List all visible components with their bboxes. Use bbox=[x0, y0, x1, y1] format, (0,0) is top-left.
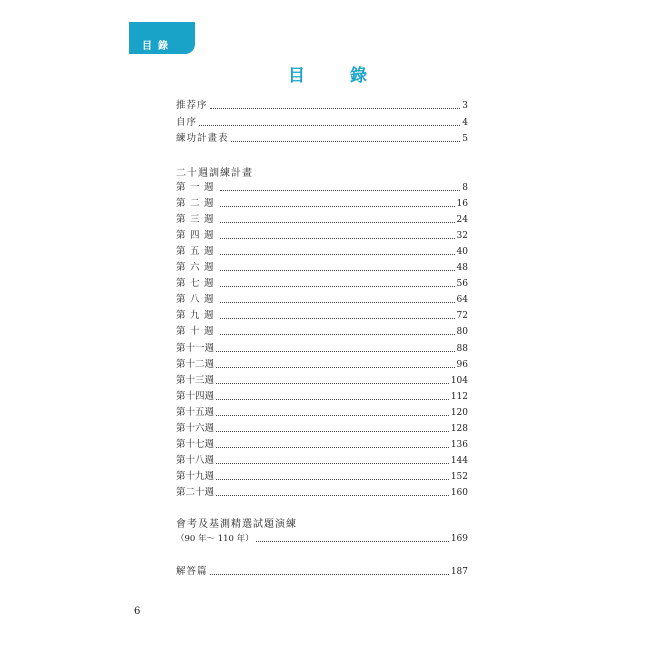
page-number: 6 bbox=[134, 606, 141, 617]
toc-entry-page: 152 bbox=[450, 471, 468, 482]
toc-entry-page: 96 bbox=[456, 359, 468, 370]
toc-entry-page: 88 bbox=[456, 343, 468, 354]
toc-entry-answers[interactable] bbox=[176, 564, 468, 578]
toc-entry-label: 自序 bbox=[176, 117, 198, 128]
leader-dots bbox=[216, 351, 455, 352]
toc-entry-label: 第三週 bbox=[176, 214, 219, 226]
toc-entry-page: 80 bbox=[456, 327, 468, 338]
toc-entry-page: 3 bbox=[462, 101, 468, 111]
toc-entry-week[interactable] bbox=[176, 373, 468, 387]
toc-entry-page: 120 bbox=[450, 407, 468, 418]
toc-entry-week[interactable] bbox=[176, 389, 468, 403]
toc-entry-week[interactable] bbox=[176, 196, 468, 210]
toc-entry-week[interactable] bbox=[176, 228, 468, 242]
toc-entry-week[interactable] bbox=[176, 276, 468, 290]
toc-entry-label: 第十五週 bbox=[176, 406, 215, 418]
toc-entry-label: （90 年～ 110 年） bbox=[176, 534, 254, 544]
leader-dots bbox=[220, 318, 455, 319]
leader-dots bbox=[216, 479, 449, 480]
toc-entry-page: 5 bbox=[462, 134, 468, 144]
leader-dots bbox=[216, 495, 449, 496]
toc-entry-label: 第十七週 bbox=[176, 438, 215, 450]
toc-entry-exam-practice[interactable] bbox=[176, 531, 468, 545]
leader-dots bbox=[231, 141, 461, 142]
leader-dots bbox=[220, 286, 455, 287]
toc-entry-page: 16 bbox=[456, 199, 468, 210]
section-heading-weeks: 二十週訓練計畫 bbox=[176, 168, 253, 179]
leader-dots bbox=[216, 383, 449, 384]
toc-entry-label: 第四週 bbox=[176, 230, 219, 242]
toc-entry-label: 第十九週 bbox=[176, 470, 215, 482]
leader-dots bbox=[216, 447, 449, 448]
toc-entry-page: 136 bbox=[450, 439, 468, 450]
toc-entry-label: 第十四週 bbox=[176, 390, 215, 402]
toc-entry-label: 第十週 bbox=[176, 326, 219, 338]
leader-dots bbox=[199, 125, 460, 126]
chapter-tab-label: 目錄 bbox=[142, 40, 174, 52]
toc-entry-week[interactable] bbox=[176, 292, 468, 306]
toc-entry-page: 24 bbox=[456, 215, 468, 226]
toc-entry-author-preface[interactable] bbox=[176, 115, 468, 129]
toc-entry-label: 第五週 bbox=[176, 246, 219, 258]
toc-entry-week[interactable] bbox=[176, 485, 468, 499]
leader-dots bbox=[210, 574, 449, 575]
leader-dots bbox=[220, 302, 455, 303]
toc-entry-page: 8 bbox=[462, 183, 468, 193]
toc-entry-label: 第八週 bbox=[176, 294, 219, 306]
toc-entry-label: 第一週 bbox=[176, 182, 219, 193]
leader-dots bbox=[256, 541, 449, 542]
toc-entry-label: 第十二週 bbox=[176, 358, 215, 370]
toc-entry-label: 第十八週 bbox=[176, 454, 215, 466]
toc-entry-page: 32 bbox=[456, 231, 468, 242]
page-title: 目 錄 bbox=[288, 66, 381, 86]
toc-entry-week[interactable] bbox=[176, 453, 468, 467]
toc-entry-label: 第六週 bbox=[176, 262, 219, 274]
toc-entry-label: 第七週 bbox=[176, 278, 219, 290]
leader-dots bbox=[220, 190, 460, 191]
toc-entry-recommendation-preface[interactable] bbox=[176, 98, 468, 112]
toc-entry-label: 第二十週 bbox=[176, 486, 215, 498]
toc-entry-page: 144 bbox=[450, 455, 468, 466]
section-heading-exam: 會考及基測精選試題演練 bbox=[176, 519, 297, 530]
toc-entry-label: 第二週 bbox=[176, 198, 219, 210]
toc-entry-week[interactable] bbox=[176, 405, 468, 419]
toc-entry-page: 40 bbox=[456, 247, 468, 258]
toc-entry-page: 104 bbox=[450, 375, 468, 386]
toc-entry-label: 推荐序 bbox=[176, 100, 208, 111]
toc-entry-label: 練功計畫表 bbox=[176, 133, 229, 144]
toc-entry-page: 160 bbox=[450, 487, 468, 498]
leader-dots bbox=[220, 254, 455, 255]
leader-dots bbox=[210, 108, 461, 109]
toc-entry-label: 第十三週 bbox=[176, 374, 215, 386]
toc-entry-label: 第九週 bbox=[176, 310, 219, 322]
leader-dots bbox=[220, 270, 455, 271]
toc-entry-page: 4 bbox=[462, 118, 468, 128]
leader-dots bbox=[220, 334, 455, 335]
leader-dots bbox=[220, 222, 455, 223]
toc-entry-week[interactable] bbox=[176, 421, 468, 435]
toc-entry-week[interactable] bbox=[176, 180, 468, 194]
toc-entry-label: 解答篇 bbox=[176, 566, 208, 577]
toc-entry-page: 128 bbox=[450, 423, 468, 434]
toc-entry-week[interactable] bbox=[176, 260, 468, 274]
toc-entry-page: 56 bbox=[456, 279, 468, 290]
leader-dots bbox=[216, 399, 449, 400]
leader-dots bbox=[216, 431, 449, 432]
toc-entry-label: 第十一週 bbox=[176, 342, 215, 354]
leader-dots bbox=[216, 463, 449, 464]
toc-entry-training-schedule[interactable] bbox=[176, 131, 468, 145]
toc-entry-week[interactable] bbox=[176, 469, 468, 483]
toc-entry-week[interactable] bbox=[176, 341, 468, 355]
toc-entry-week[interactable] bbox=[176, 357, 468, 371]
leader-dots bbox=[216, 415, 449, 416]
leader-dots bbox=[220, 206, 455, 207]
toc-entry-page: 48 bbox=[456, 263, 468, 274]
toc-entry-page: 112 bbox=[450, 391, 468, 402]
toc-entry-page: 169 bbox=[450, 534, 468, 544]
toc-entry-week[interactable] bbox=[176, 437, 468, 451]
toc-entry-page: 64 bbox=[456, 295, 468, 306]
toc-entry-week[interactable] bbox=[176, 212, 468, 226]
leader-dots bbox=[220, 238, 455, 239]
toc-entry-week[interactable] bbox=[176, 324, 468, 338]
toc-entry-week[interactable] bbox=[176, 244, 468, 258]
chapter-tab bbox=[129, 22, 195, 54]
leader-dots bbox=[216, 367, 455, 368]
toc-entry-page: 72 bbox=[456, 311, 468, 322]
toc-entry-page: 187 bbox=[450, 567, 468, 577]
toc-entry-label: 第十六週 bbox=[176, 422, 215, 434]
toc-entry-week[interactable] bbox=[176, 308, 468, 322]
